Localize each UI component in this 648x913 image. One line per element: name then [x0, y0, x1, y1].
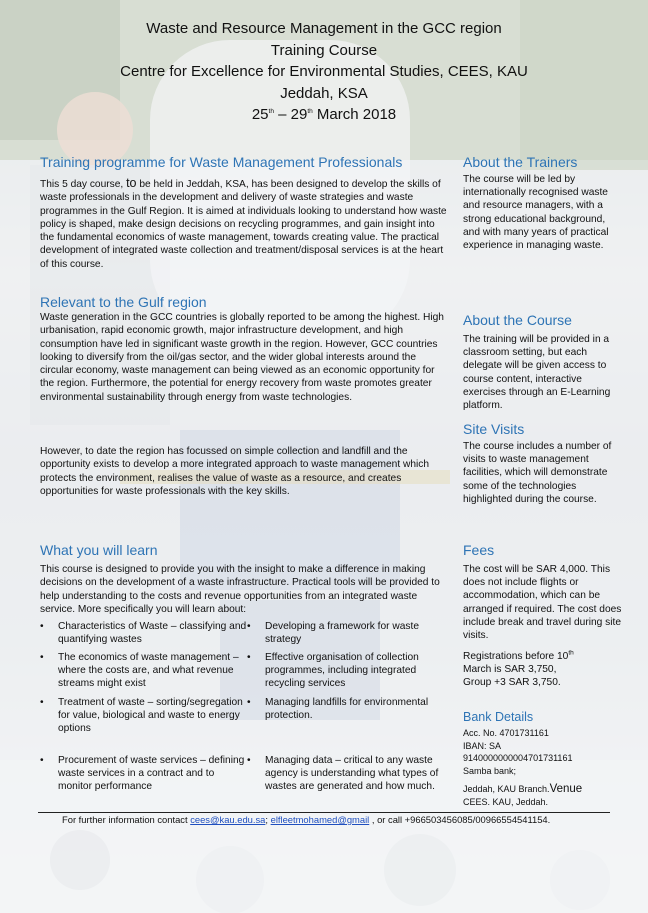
training-title: Training programme for Waste Management Professionals [40, 154, 403, 170]
date-mid: – 29 [273, 106, 308, 123]
bank-title: Bank Details [463, 710, 534, 724]
relevant-para-2: However, to date the region has focussed on simple collection and landfill and the opportunity exists to develop a more integrated approach to waste management which protects the environment, realises the value of waste as a resource, and creates opportunities for waste professionals with the key skills. [40, 446, 430, 497]
bullet-icon: • [247, 755, 251, 766]
bank-account: Acc. No. 4701731161 [463, 728, 549, 738]
header-subtitle: Training Course [270, 41, 378, 59]
bank-branch: Jeddah, KAU Branch. [463, 784, 550, 794]
fees-registration [463, 650, 635, 690]
fees-reg-a: Registrations before 10 [463, 651, 569, 662]
date-start-suffix: th [268, 108, 274, 115]
training-text: be held in Jeddah, KSA, has been designed to develop the skills of waste professionals in the development and delivery of waste strategies and waste programmes in the Gulf Region. It is aimed at individuals looking to understand how waste policy is shaped, make design decisions on recycling programmes, and gain insight into the fundamental economics of waste management, towards creating value. The practical development of integrated waste collection and treatment/disposal services is at the heart of this course. [40, 179, 447, 270]
bullet-icon: • [40, 697, 44, 708]
bank-iban-label: IBAN: SA [463, 740, 502, 751]
email-link-cees[interactable]: cees@kau.edu.sa [190, 814, 266, 825]
training-to: to [126, 176, 137, 190]
venue-label: Venue [549, 783, 583, 795]
trainers-title: About the Trainers [463, 154, 578, 170]
relevant-title: Relevant to the Gulf region [40, 294, 207, 310]
bullet-icon: • [247, 621, 251, 632]
header-title: Waste and Resource Management in the GCC region [146, 20, 502, 37]
bullet-icon: • [40, 621, 44, 632]
bullet-icon: • [247, 652, 251, 663]
course-title: About the Course [463, 312, 572, 328]
training-body [40, 177, 450, 271]
footer-prefix: For further information contact [62, 814, 191, 825]
fees-reg-sup: th [568, 649, 574, 657]
training-lead: This 5 day course, [40, 179, 127, 190]
header-dates [0, 104, 648, 126]
bank-iban: 9140000000004701731161 [463, 753, 573, 763]
learn-title: What you will learn [40, 542, 158, 558]
footer-sep: ; [265, 814, 271, 825]
relevant-para-1: Waste generation in the GCC countries is globally reported to be among the highest. High urbanisation, rapid economic growth, major infrastructure development, and high consumption have led in significant waste growth in the region. However, GCC countries looking to diversify from the oil/gas sector, and the wider global interests around the circular economy, waste management can being viewed as an economic opportunity for the region. Furthermore, the potential for energy recovery from waste promotes greater environmental sustainability through energy from waste technologies. [40, 312, 444, 403]
fees-title: Fees [463, 542, 495, 558]
trainers-body: The course will be led by internationally recognised waste and resource managers, with a strong educational background, and with many years of practical experience in managing waste. [463, 174, 609, 252]
header-organisation: Centre for Excellence for Environmental Studies, CEES, KAU [120, 63, 528, 80]
footer [62, 814, 550, 826]
fees-reg-b: March is SAR 3,750, [463, 664, 557, 676]
bank-name: Samba bank; [463, 765, 517, 776]
date-start: 25 [251, 106, 269, 123]
header-location: Jeddah, KSA [280, 84, 368, 102]
visits-title: Site Visits [463, 421, 525, 437]
learn-intro: This course is designed to provide you with the insight to make a difference in making decisions on the development of a waste infrastructure. Practical tools will be provided to help understanding to the costs and revenue opportunities from an integrated waste service. More specifically you will learn about: [40, 564, 440, 615]
date-rest: March 2018 [312, 106, 397, 123]
course-body: The training will be provided in a classroom setting, but each delegate will be given access to course content, interactive exercises through an E-Learning platform. [463, 334, 611, 412]
bullet-icon: • [40, 652, 44, 663]
header [0, 18, 648, 126]
venue: CEES. KAU, Jeddah. [463, 797, 549, 807]
fees-group: Group +3 SAR 3,750. [463, 677, 561, 689]
bank-details [463, 727, 638, 777]
visits-body: The course includes a number of visits to waste management facilities, which will demonstrate some of the technologies highlighted during the course. [463, 441, 612, 505]
bullet-icon: • [247, 697, 251, 708]
footer-divider [38, 812, 610, 813]
footer-suffix: , or call +966503456085/00966554541154. [369, 814, 551, 825]
bank-branch-line [463, 783, 582, 796]
bullet-icon: • [40, 755, 44, 766]
fees-body: The cost will be SAR 4,000. This does not include flights or accommodation, which can be arranged if required. The cost does include break and travel during site visits. [463, 564, 622, 642]
date-end-suffix: th [307, 108, 313, 115]
email-link-elfleet[interactable]: elfleetmohamed@gmail [270, 814, 370, 825]
